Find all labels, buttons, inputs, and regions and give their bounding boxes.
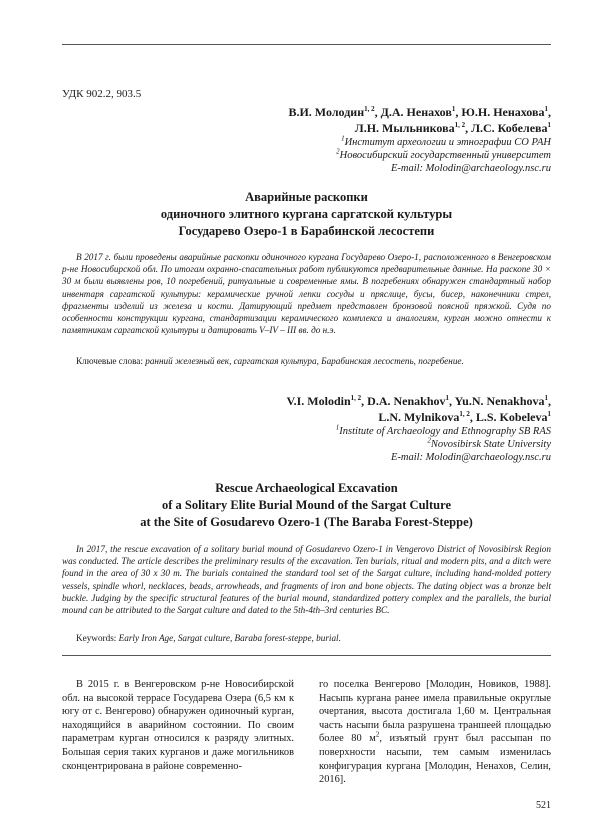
author-sup: 1, 2 (364, 105, 375, 113)
affil-text: Novosibirsk State University (430, 439, 551, 450)
ru-title (62, 189, 551, 240)
author-name: Ю.Н. Ненахова (461, 105, 545, 119)
en-title-line: Rescue Archaeological Excavation (215, 481, 398, 495)
en-abstract: In 2017, the rescue excavation of a solitary burial mound of Gosudarevo Ozero-1 in Vengerovo District of Novosibirsk Region was conducted. The article describes the preliminary results of the excavation. Ten burials, ritual and modern pits, and a ditch were found in the area of 30 x 30 m. The burials contained the standard tool set of the Sargat culture, including hand-molded pottery vessels, spindle whorl, necklaces, beads, arrowheads, and fragments of iron and bone objects. The dating object was a bronze belt buckle. Judging by the specific structural features of the burial mound, standardized pottery complex and the parallels, the burial mound can be attributed to the Sargat culture and dated to the 5th-4th–3rd centuries BC. (62, 544, 551, 616)
ru-affiliations (336, 136, 551, 175)
author-sup: 1 (451, 105, 456, 113)
en-title-line: of a Solitary Elite Burial Mound of the Sargat Culture (161, 498, 451, 512)
affil-sup: 1 (335, 423, 340, 432)
page-number: 521 (536, 800, 551, 811)
ru-keywords-label: Ключевые слова: (76, 356, 143, 366)
affil-sup: 2 (427, 436, 431, 445)
ru-title-line: Аварийные раскопки (245, 190, 368, 204)
affil-text: Новосибирский государственный университет (339, 150, 551, 161)
author-name: L.N. Mylnikova (378, 410, 460, 424)
ru-authors-line-2: Л.Н. Мыльникова$^{1, 2}$, Л.С. Кобелева$^1$ (354, 121, 551, 135)
author-sup: 1, 2 (459, 410, 470, 418)
author-name: В.И. Молодин (288, 105, 365, 119)
en-title (62, 480, 551, 531)
author-sup: 1, 2 (350, 394, 362, 402)
top-rule (62, 44, 551, 45)
ru-abstract: В 2017 г. были проведены аварийные раскопки одиночного кургана Государево Озеро-1, расположенного в Венгеровском р-не Новосибирской обл. По итогам охранно-спасательных работ публикуются предварительные данные. На раскопе 30 × 30 м были выявлены ров, 10 погребений, ритуальные и современные ямы. В погребениях обнаружен стандартный набор инвентаря саргатской культуры: керамические ручной лепки сосуды и пряслице, бусы, бисер, наконечники стрел, фрагменты изделий из железа и кости. Датирующий предмет представлен бронзовой поясной пряжкой. Судя по особенности конструкции кургана, стандартизации керамического комплекса и аналогиям, курган можно отнести к памятникам саргатской культуры и датировать V–IV – III вв. до н.э. (62, 252, 551, 336)
author-sup: 1 (547, 121, 551, 129)
en-authors-line-2: L.N. Mylnikova$^{1, 2}$, L.S. Kobeleva$^1$ (378, 410, 551, 424)
en-title-line: at the Site of Gosudarevo Ozero-1 (The Baraba Forest-Steppe) (140, 515, 473, 529)
ru-title-line: одиночного элитного кургана саргатской культуры (160, 207, 453, 221)
author-name: Д.А. Ненахов (380, 105, 452, 119)
body-column-right (319, 678, 551, 787)
body-text: , изъятый грунт был рассыпан по поверхности насыпи, тем самым изменилась конфигурация кургана [Молодин, Ненахов, Селин, 2016]. (319, 733, 551, 786)
en-authors (287, 393, 551, 425)
affil-sup: 2 (336, 147, 340, 156)
author-name: Yu.N. Nenakhova (454, 394, 545, 408)
body-paragraph: В 2015 г. в Венгеровском р-не Новосибирской обл. на высокой террасе Государева Озера (6,5 км к югу от с. Венгерово) обнаружен одиночный курган, находящийся в аварийном состоянии. По своим параметрам курган относился к разряду элитных. Большая серия таких курганов и даже могильников сконцентрирована в районе современно- (62, 679, 294, 772)
affil-text: Institute of Archaeology and Ethnography SB RAS (339, 426, 551, 437)
en-keywords-label: Keywords: (76, 633, 117, 643)
ru-keywords-list: ранний железный век, саргатская культура, Барабинская лесостепь, погребение. (145, 356, 464, 366)
en-affiliations (336, 425, 551, 464)
ru-affiliation-2 (336, 149, 551, 162)
affil-text: Институт археологии и этнографии СО РАН (344, 137, 551, 148)
ru-email: E-mail: Molodin@archaeology.nsc.ru (390, 163, 551, 174)
ru-affiliation-1 (336, 136, 551, 149)
author-name: L.S. Kobeleva (475, 410, 548, 424)
ru-title-line: Государево Озеро-1 в Барабинской лесостепи (178, 224, 435, 238)
author-name: Л.Н. Мыльникова (354, 121, 455, 135)
en-authors-line-1: V.I. Molodin$^{1, 2}$, D.A. Nenakhov$^1$, Yu.N. Nenakhova$^1$, (286, 394, 551, 408)
author-name: Л.С. Кобелева (471, 121, 548, 135)
en-keywords-list: Early Iron Age, Sargat culture, Baraba forest-steppe, burial. (118, 633, 341, 643)
author-sup: 1 (544, 394, 548, 402)
body-paragraph (319, 678, 551, 787)
ru-authors (288, 104, 551, 136)
udk-code: УДК 902.2, 903.5 (62, 88, 142, 100)
en-affiliation-1 (336, 425, 551, 438)
en-affiliation-2 (336, 438, 551, 451)
author-name: V.I. Molodin (286, 394, 351, 408)
author-sup: 1 (445, 394, 450, 402)
author-sup: 1 (544, 105, 548, 113)
affil-sup: 1 (341, 134, 345, 143)
ru-authors-line-1: В.И. Молодин$^{1, 2}$, Д.А. Ненахов$^1$, Ю.Н. Ненахова$^1$, (288, 105, 551, 119)
author-sup: 1 (547, 410, 551, 418)
body-sup: 2 (375, 730, 380, 739)
body-column-left (62, 678, 294, 773)
body-rule (62, 655, 551, 656)
en-keywords (62, 632, 551, 644)
body-text: го поселка Венгерово [Молодин, Новиков, 1988]. Насыпь кургана ранее имела правильные округлые очертания, высота достигала 1,60 м. Центральная часть насыпи была разрушена траншеей площадью более 80 м (319, 679, 551, 745)
en-email: E-mail: Molodin@archaeology.nsc.ru (390, 452, 551, 463)
author-name: D.A. Nenakhov (367, 394, 446, 408)
author-sup: 1, 2 (454, 121, 466, 129)
ru-keywords (62, 355, 551, 367)
